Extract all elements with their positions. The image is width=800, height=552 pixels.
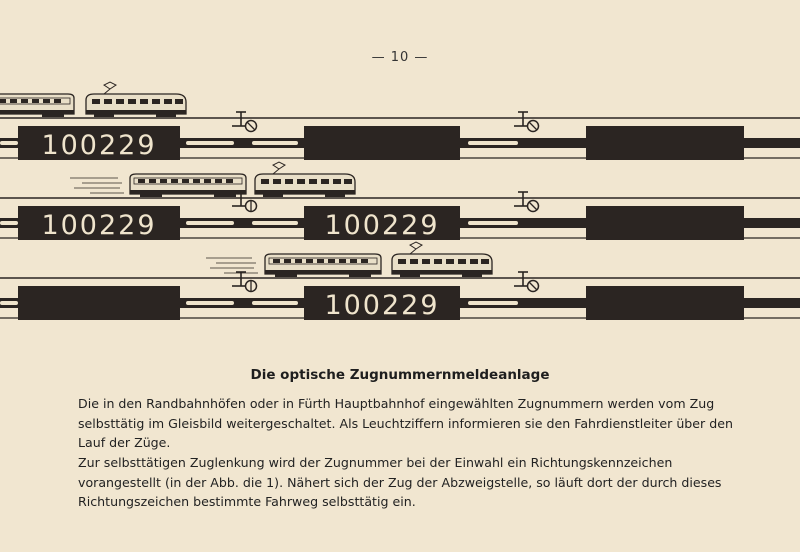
train-number-display: 100229 (41, 130, 157, 161)
block-display (586, 286, 744, 320)
block-signal-icon (514, 112, 539, 132)
block-signal-icon (232, 272, 257, 292)
train-icon (0, 82, 186, 117)
block-display (586, 206, 744, 240)
page-number: — 10 — (371, 50, 429, 65)
block-signal-icon (514, 272, 539, 292)
block-display (586, 126, 744, 160)
block-signal-icon (514, 192, 539, 212)
train-number-display: 100229 (324, 210, 440, 241)
train-icon (206, 242, 492, 277)
train-number-display: 100229 (324, 290, 440, 321)
caption-paragraph: Die in den Randbahnhöfen oder in Fürth Hauptbahnhof eingewählten Zugnummern werden vom Zug selbsttätig im Gleisbild weitergeschaltet. Als Leuchtziffern informieren sie den Fahrdienstleiter über den Lauf der Züge. (78, 396, 733, 450)
train-icon (70, 162, 355, 197)
block-display (18, 286, 180, 320)
caption-title: Die optische Zugnummernmeldeanlage (250, 367, 550, 383)
caption-paragraph: Zur selbsttätigen Zuglenkung wird der Zugnummer bei der Einwahl ein Richtungskennzeichen vorangestellt (in der Abb. die 1). Nähert sich der Zug der Abzweigstelle, so läuft dort der durch dieses Richtungszeichen bestimmte Fahrweg selbsttätig ein. (78, 455, 722, 509)
block-display (304, 126, 460, 160)
track-row-3 (0, 242, 800, 321)
track-row-2 (0, 162, 800, 241)
train-number-display: 100229 (41, 210, 157, 241)
block-signal-icon (232, 112, 257, 132)
track-row-1 (0, 82, 800, 161)
